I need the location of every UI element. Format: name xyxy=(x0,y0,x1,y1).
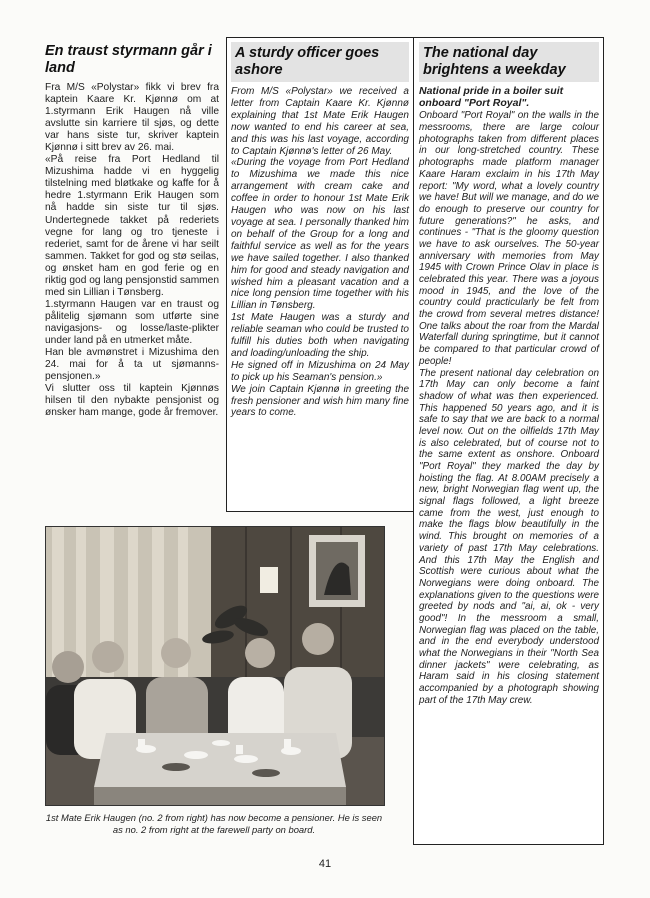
norwegian-paragraph: 1.styrmann Haugen var en traust og pålitelig sjømann som utførte sine navigasjons- og losse/laste-plikter under land på en utmerket måte. xyxy=(45,298,219,346)
national-day-subheading: National pride in a boiler suit onboard "Port Royal". xyxy=(419,85,564,110)
photo-illustration xyxy=(46,527,384,805)
norwegian-paragraph: Fra M/S «Polystar» fikk vi brev fra kaptein Kaare Kr. Kjønnø om at 1.styrmann Erik Haugen nå ville avslutte sin karriere til sjøs, og dette var hans siste tur, skriver kaptein Kjønnø i sitt brev av 26. mai. xyxy=(45,82,219,154)
article-national-day xyxy=(413,37,604,845)
norwegian-paragraph: Han ble avmønstret i Mizushima den 24. mai for å ta ut sjømanns-pensjonen.» xyxy=(45,347,219,383)
english-paragraph: «During the voyage from Port Hedland to Mizushima we made this nice arrangement with cream cake and coffee in order to honour 1st Mate Erik Haugen who was now on his last voyage at sea. I personally thanked him on behalf of the Group for a long and faithful service as well as for the years we have sailed together. I also thanked him for good and steady navigation and wished him a pleasant vacation and a nice long pension time together with his Lillian in Tønsberg. xyxy=(231,157,409,312)
norwegian-paragraph: «På reise fra Port Hedland til Mizushima hadde vi en hyggelig tilstelning med bløtkake og kaffe for å hedre 1.styrmann Erik Haugen som nå hadde sin siste tur til sjøs. Undertegnede takket på rederiets vegne for lang og tro tjeneste i rederiet, samt for de årene vi har seilt sammen. Takket for god og stø seilas, og ønsket ham en god ferie og en riktig god og lang pensjonstid sammen med sin Lillian i Tønsberg. xyxy=(45,154,219,298)
article-norwegian xyxy=(45,43,219,505)
national-day-paragraph: The present national day celebration on 17th May can only become a faint shadow of what was then experienced. This happened 50 years ago, and it is safe to say that we are back to a normal level now. Out on the oilfields 17th May is also celebrated, but of course not to the same extent as onshore. Onboard "Port Royal" they marked the day by hoisting the flag. At 8.00AM precisely a new, bright Norwegian flag went up, the signal flags followed, a light breeze came from the west, just enough to make the flags blow beautifully in the wind. This brought on memories of a variety of past 17th May celebrations. And this 17th May the English and Scottish were curious about what the Norwegians were doing onboard. The explanations given to the questions were greeted by nods and "ai, ai, ok - very good"! In the messroom a small, Norwegian flag was placed on the table, and in the end everybody understood what the Norwegians in their "North Sea dinner jackets" were celebrating, as Haram said in his closing statement accompanied by a photograph showing part of the 17th May crew. xyxy=(419,367,599,706)
national-day-paragraph: Onboard "Port Royal" on the walls in the messrooms, there are large colour photographs taken from different places in our long-stretched country. These photographs made platform manager Kaare Haram exclaim in his 17th May report: "My word, what a lovely country we have! But will we manage, and do we do enough to preserve our country for future generations?" he asks, and continues - "That is the gloomy question we have to ask ourselves. The 50-year anniversary with memories from May 1945 with Crown Prince Olav in place is celebrated this year. There was a joyous mood in 1945, and the love of the country could practicularly be felt from the crowd from several metres distance! One talks about the roar from the Mardal Waterfall during springtime, but it cannot be compared to that particular crowd of people! xyxy=(419,110,599,367)
english-paragraph: From M/S «Polystar» we received a letter from Captain Kaare Kr. Kjønnø explaining that 1st Mate Erik Haugen now wanted to end his career at sea, and this was his last voyage, according to Captain Kjønnø's letter of 26 May. xyxy=(231,86,409,157)
national-day-heading: The national day brightens a weekday xyxy=(423,45,566,78)
article-english xyxy=(226,37,414,512)
page-number: 41 xyxy=(318,858,332,870)
english-heading: A sturdy officer goes ashore xyxy=(235,45,380,78)
english-heading-bar xyxy=(231,42,409,82)
norwegian-heading: En traust styrmann går i land xyxy=(45,43,212,76)
photo-caption: 1st Mate Erik Haugen (no. 2 from right) has now become a pensioner. He is seen as no. 2 from right at the farewell party on board. xyxy=(45,812,383,835)
english-paragraph: He signed off in Mizushima on 24 May to pick up his Seaman's pension.» xyxy=(231,359,409,383)
english-paragraph: We join Captain Kjønnø in greeting the fresh pensioner and wish him many fine years to come. xyxy=(231,383,409,419)
norwegian-paragraph: Vi slutter oss til kaptein Kjønnøs hilsen til den nybakte pensjonist og ønsker ham mange, gode år fremover. xyxy=(45,383,219,419)
farewell-party-photo xyxy=(45,526,385,806)
english-paragraph: 1st Mate Haugen was a sturdy and reliable seaman who could be trusted to fulfill his duties both when navigating and loading/unloading the ship. xyxy=(231,312,409,359)
national-day-heading-bar xyxy=(419,42,599,82)
